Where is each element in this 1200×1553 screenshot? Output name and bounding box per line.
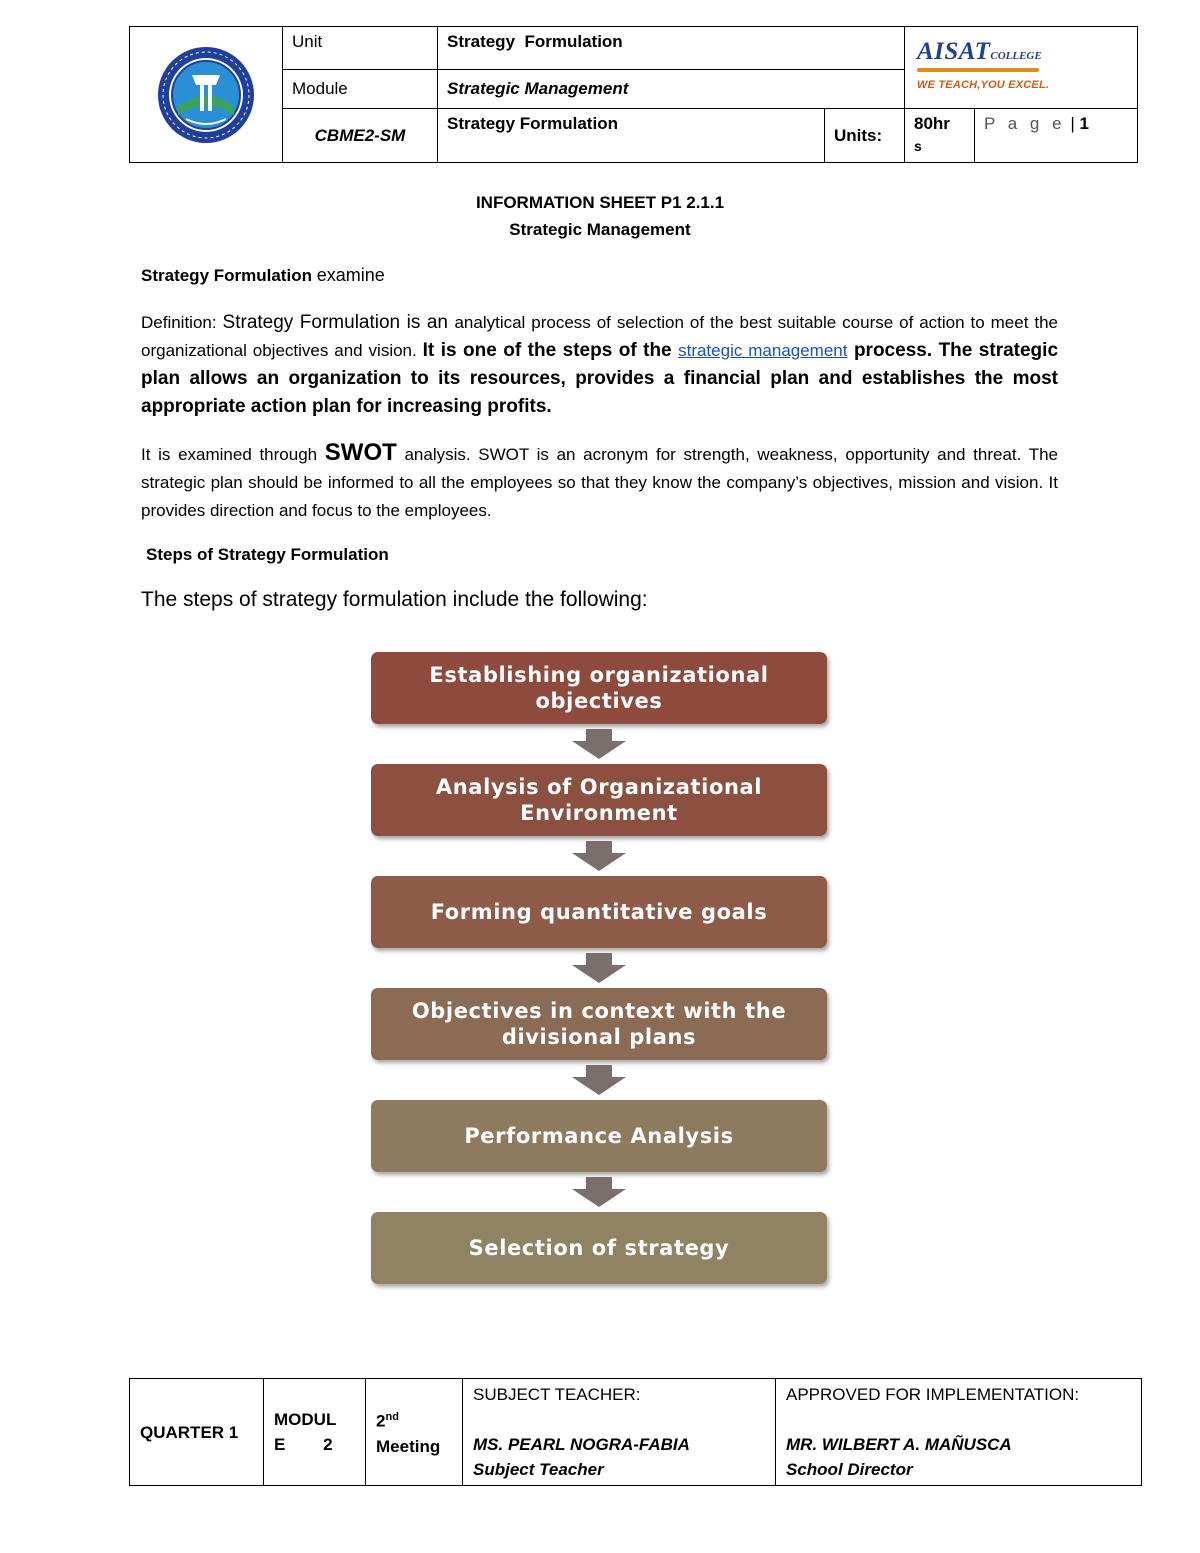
topic-cell xyxy=(438,109,825,163)
page-separator: | xyxy=(1070,114,1075,133)
definition-plan-text: process. The strategic plan allows an organization to its resources, provides a financial plan and establishes the most appropriate action plan for increasing profits. xyxy=(141,340,1059,417)
units-value-line2: s xyxy=(914,138,922,154)
module-number-line2: E 2 xyxy=(274,1435,333,1454)
module-number-cell xyxy=(264,1379,366,1486)
units-label-cell xyxy=(825,109,905,163)
swot-paragraph xyxy=(141,439,1058,525)
swot-intro: It is examined through xyxy=(141,445,325,464)
school-seal-cell xyxy=(130,27,283,163)
module-label: Module xyxy=(292,79,348,98)
definition-steps-text: It is one of the steps of the xyxy=(422,340,679,361)
meeting-word: Meeting xyxy=(376,1436,441,1456)
quarter-label: QUARTER 1 xyxy=(140,1422,239,1442)
topic: Strategy Formulation xyxy=(447,114,618,133)
flow-down-arrow-icon xyxy=(570,1177,628,1207)
flow-step-label: Selection of strategy xyxy=(468,1236,730,1260)
flow-step-box xyxy=(371,1212,827,1284)
subject-teacher-cell xyxy=(463,1379,776,1486)
units-value-cell xyxy=(905,109,975,163)
section-title-bold: Strategy Formulation xyxy=(141,266,317,285)
swot-text: analysis. SWOT is an acronym for strength, weakness, opportunity and threat. The strategic plan should be informed to all the employees so that they know the company’s objectives, mission and vision. It provides direction and focus to the employees. xyxy=(141,445,1058,520)
meeting-number: 2 xyxy=(376,1411,386,1431)
unit-value: Strategy Formulation xyxy=(447,32,623,51)
flow-down-arrow-icon xyxy=(570,729,628,759)
flow-step-label: Objectives in context with the divisional plans xyxy=(411,999,787,1049)
approval-cell xyxy=(776,1379,1142,1486)
swot-word: SWOT xyxy=(324,439,397,466)
unit-label-cell xyxy=(283,27,438,70)
unit-label: Unit xyxy=(292,32,323,51)
subject-teacher-title: Subject Teacher xyxy=(473,1460,604,1479)
definition-text: analytical process of selection of the best suitable course of action to meet the organizational objectives and vision. xyxy=(141,313,1059,360)
sheet-subtitle: Strategic Management xyxy=(509,220,691,239)
flow-step-box xyxy=(371,764,827,836)
college-tagline: WE TEACH,YOU EXCEL. xyxy=(917,78,1050,91)
units-value-line1: 80hr xyxy=(914,114,950,133)
definition-paragraph xyxy=(141,309,1058,421)
director-name: MR. WILBERT A. MAÑUSCA xyxy=(786,1435,1012,1454)
college-suffix: COLLEGE xyxy=(990,49,1042,62)
flow-step-label: Establishing organizational objectives xyxy=(429,663,769,713)
page-number: 1 xyxy=(1079,114,1089,133)
flow-step-label: Forming quantitative goals xyxy=(430,900,768,924)
flow-down-arrow-icon xyxy=(570,953,628,983)
subject-teacher-heading: SUBJECT TEACHER: xyxy=(473,1385,641,1404)
flow-step-box xyxy=(371,652,827,724)
course-code-cell xyxy=(283,109,438,163)
header-table xyxy=(129,26,1138,163)
footer-table xyxy=(129,1378,1142,1486)
sheet-title: INFORMATION SHEET P1 2.1.1 xyxy=(475,193,725,212)
page-number-cell xyxy=(975,109,1138,163)
definition-label: Definition: xyxy=(141,313,223,332)
director-title: School Director xyxy=(786,1460,913,1479)
flow-step-box xyxy=(371,1100,827,1172)
module-value: Strategic Management xyxy=(447,79,629,98)
school-seal-logo xyxy=(156,45,256,145)
page-word: P a g e xyxy=(984,114,1066,133)
course-code: CBME2-SM xyxy=(314,125,406,145)
flow-down-arrow-icon xyxy=(570,1065,628,1095)
subject-teacher-name: MS. PEARL NOGRA-FABIA xyxy=(473,1435,690,1454)
meeting-suffix: nd xyxy=(385,1411,399,1424)
steps-heading: Steps of Strategy Formulation xyxy=(146,545,389,564)
strategic-management-link[interactable]: strategic management xyxy=(678,341,848,360)
section-title xyxy=(141,265,385,286)
unit-value-cell xyxy=(438,27,905,70)
module-label-cell xyxy=(283,70,438,109)
module-number-line1: MODUL xyxy=(274,1410,337,1429)
section-title-rest: examine xyxy=(316,265,385,285)
units-label: Units: xyxy=(834,125,883,145)
college-logo-swoosh xyxy=(917,68,1039,72)
module-value-cell xyxy=(438,70,905,109)
flow-step-box xyxy=(371,876,827,948)
flow-down-arrow-icon xyxy=(570,841,628,871)
meeting-cell xyxy=(366,1379,463,1486)
college-name: AISAT xyxy=(917,37,991,65)
steps-intro: The steps of strategy formulation include the following: xyxy=(141,588,648,611)
flow-step-box xyxy=(371,988,827,1060)
college-logo-cell xyxy=(905,27,1138,109)
approval-heading: APPROVED FOR IMPLEMENTATION: xyxy=(786,1385,1080,1404)
flow-step-label: Performance Analysis xyxy=(464,1124,734,1148)
quarter-cell xyxy=(130,1379,264,1486)
college-logo xyxy=(917,37,1125,96)
flow-step-label: Analysis of Organizational Environment xyxy=(435,775,763,825)
definition-term: Strategy Formulation is an xyxy=(222,312,455,333)
